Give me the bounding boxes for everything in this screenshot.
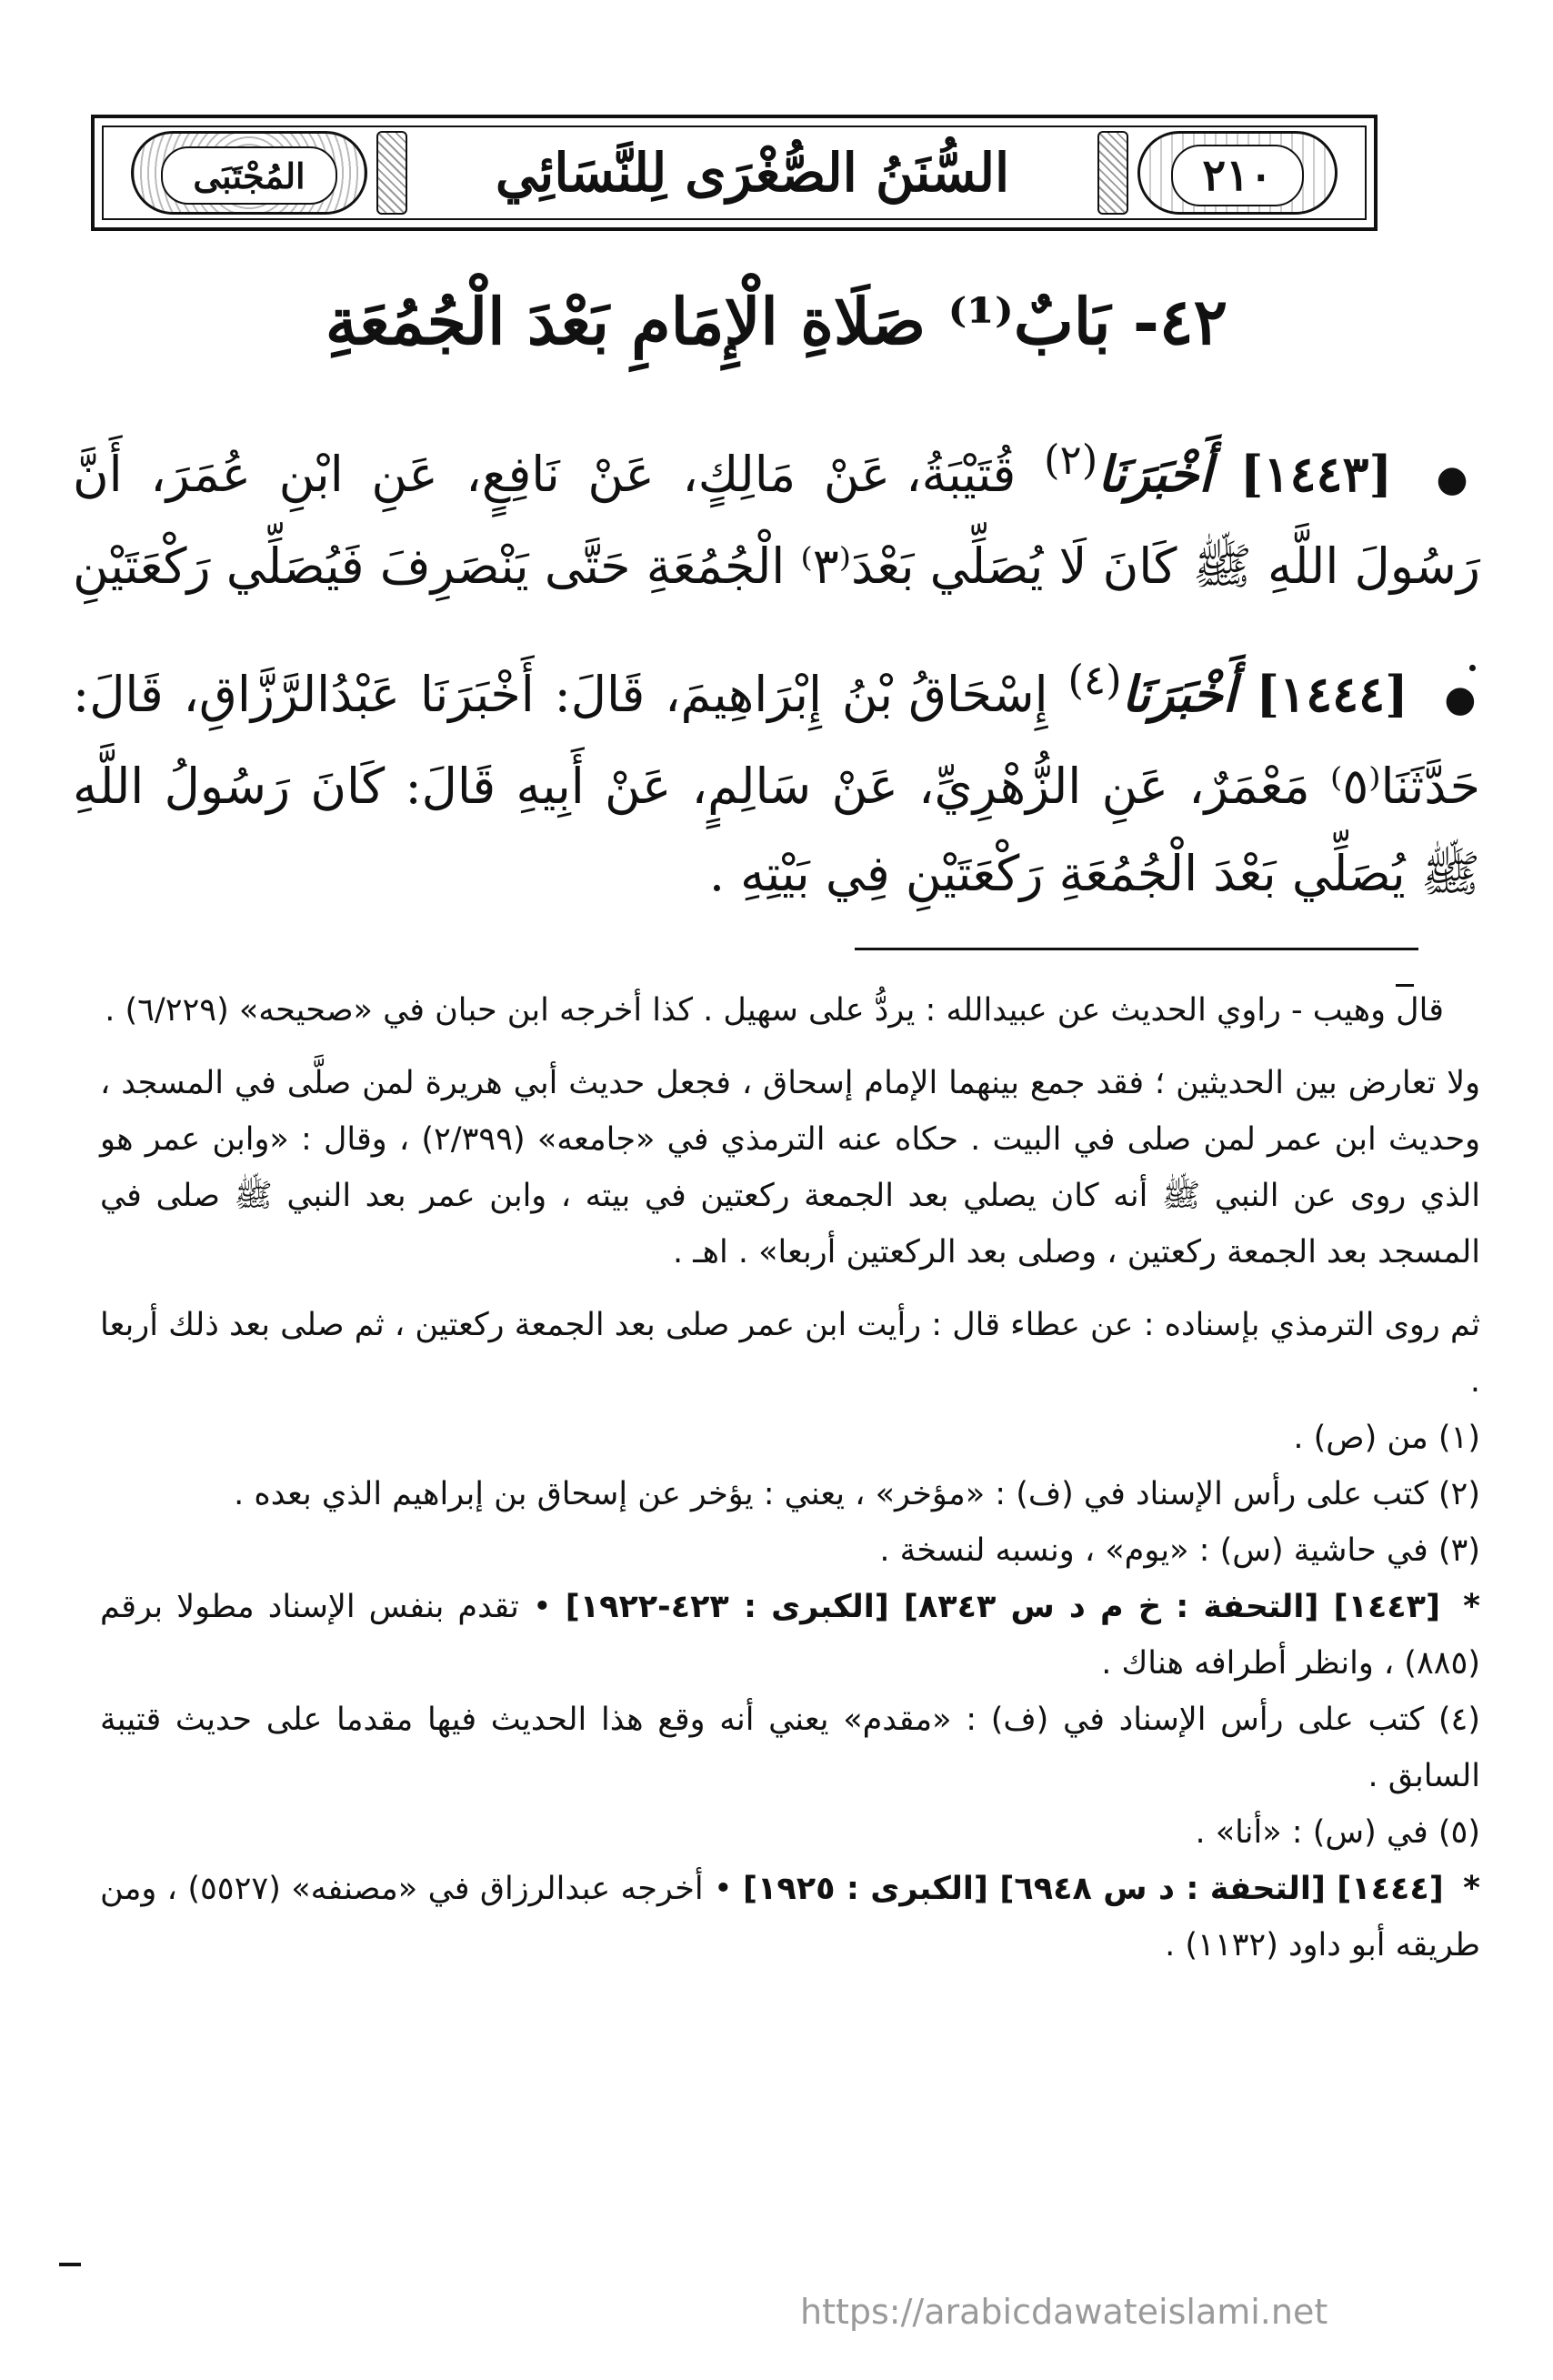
hadith-number: [١٤٤٤] (1256, 665, 1408, 723)
footnote-1: (١) من (ص) . (1293, 1420, 1480, 1456)
footnote-5: (٥) في (س) : «أنا» . (1195, 1814, 1480, 1851)
watermark-url: https://arabicdawateislami.net (800, 2292, 1328, 2332)
footnotes (100, 982, 1480, 1973)
note-continuation: ثم روى الترمذي بإسناده : عن عطاء قال : رأيت ابن عمر صلى بعد الجمعة ركعتين ، ثم صلى بعد ذلك أربعا . (100, 1307, 1480, 1400)
hadith-opening: أَخْبَرَنَا (1097, 445, 1213, 503)
footnote-marker: (٢) (1043, 436, 1098, 484)
note-continuation: ولا تعارض بين الحديثين ؛ فقد جمع بينهما الإمام إسحاق ، فجعل حديث أبي هريرة لمن صلَّى في المسجد ، وحديث ابن عمر لمن صلى في البيت . حكاه عنه الترمذي في «جامعه» (٢/٣٩٩) ، وقال : «وابن عمر هو الذي روى عن النبي ﷺ أنه كان يصلي بعد الجمعة ركعتين في بيته ، وابن عمر بعد النبي ﷺ صلى في المسجد بعد الجمعة ركعتين ، وصلى بعد الركعتين أربعا» . اهـ . (100, 1065, 1480, 1270)
footnote-3: (٣) في حاشية (س) : «يوم» ، ونسبه لنسخة . (879, 1532, 1480, 1569)
page-number-cartouche (1137, 131, 1338, 215)
hadith-number: [١٤٤٣] (1239, 445, 1393, 503)
reference-1443 (100, 1579, 1480, 1692)
hadith-opening: أَخْبَرَنَا (1121, 665, 1237, 723)
footnote-divider (855, 948, 1418, 950)
ornament-right (1097, 131, 1128, 215)
chapter-title: ٤٢- بَابٌ⁽¹⁾ صَلَاةِ الْإِمَامِ بَعْدَ الْجُمُعَةِ (325, 284, 1228, 359)
header-frame (91, 115, 1378, 231)
footnote-4: (٤) كتب على رأس الإسناد في (ف) : «مقدم» يعني أنه وقع هذا الحديث فيها مقدما على حديث قتيبة السابق . (100, 1702, 1480, 1794)
hadith-1444 (73, 637, 1480, 918)
bullet-icon: ● (1444, 678, 1480, 720)
reference-1443-citation: [١٤٤٣] [التحفة : خ م د س ٨٣٤٣] [الكبرى : ٤٢٣-١٩٢٢] (565, 1589, 1441, 1625)
note-continuation: قال وهيب - راوي الحديث عن عبيدالله : يردُّ على سهيل . كذا أخرجه ابن حبان في «صحيحه» (٦/٢٢٩) . (105, 992, 1444, 1029)
book-logo-text: المُجْتَبَى (161, 146, 337, 205)
reference-1444-text: • أخرجه عبدالرزاق في «مصنفه» (٥٥٢٧) ، ومن طريقه أبو داود (١١٣٢) . (100, 1871, 1480, 1963)
reference-1444-citation: [١٤٤٤] [التحفة : د س ٦٩٤٨] [الكبرى : ١٩٢٥] (742, 1871, 1444, 1907)
star-icon: * (1463, 1870, 1480, 1907)
footnote-2: (٢) كتب على رأس الإسناد في (ف) : «مؤخر» ، يعني : يؤخر عن إسحاق بن إبراهيم الذي بعده . (234, 1476, 1480, 1512)
running-header-title: السُّنَنُ الصُّغْرَى لِلنَّسَائِي (495, 142, 1010, 204)
bullet-icon: ● (1436, 458, 1481, 500)
book-logo-cartouche (131, 131, 367, 215)
reference-1443-text: • تقدم بنفس الإسناد مطولا برقم (٨٨٥) ، وانظر أطرافه هناك . (100, 1589, 1480, 1682)
hadith-text: قُتَيْبَةُ، عَنْ مَالِكٍ، عَنْ نَافِعٍ، عَنِ ابْنِ عُمَرَ، أَنَّ رَسُولَ اللَّهِ ﷺ كَانَ لَا يُصَلِّي بَعْدَ⁽٣⁾ الْجُمُعَةِ حَتَّى يَنْصَرِفَ فَيُصَلِّي رَكْعَتَيْنِ . (73, 446, 1480, 682)
page-number: ٢١٠ (1171, 145, 1304, 206)
ornament-left (376, 131, 407, 215)
footnote-marker: (٤) (1067, 656, 1122, 704)
hadith-text: إِسْحَاقُ بْنُ إِبْرَاهِيمَ، قَالَ: أَخْبَرَنَا عَبْدُالرَّزَّاقِ، قَالَ: حَدَّثَنَا⁽٥⁾ مَعْمَرٌ، عَنِ الزُّهْرِيِّ، عَنْ سَالِمٍ، عَنْ أَبِيهِ قَالَ: كَانَ رَسُولُ اللَّهِ ﷺ يُصَلِّي بَعْدَ الْجُمُعَةِ رَكْعَتَيْنِ فِي بَيْتِهِ . (73, 666, 1480, 902)
star-icon: * (1463, 1588, 1480, 1625)
reference-1444 (100, 1861, 1480, 1973)
margin-mark (59, 2263, 81, 2266)
